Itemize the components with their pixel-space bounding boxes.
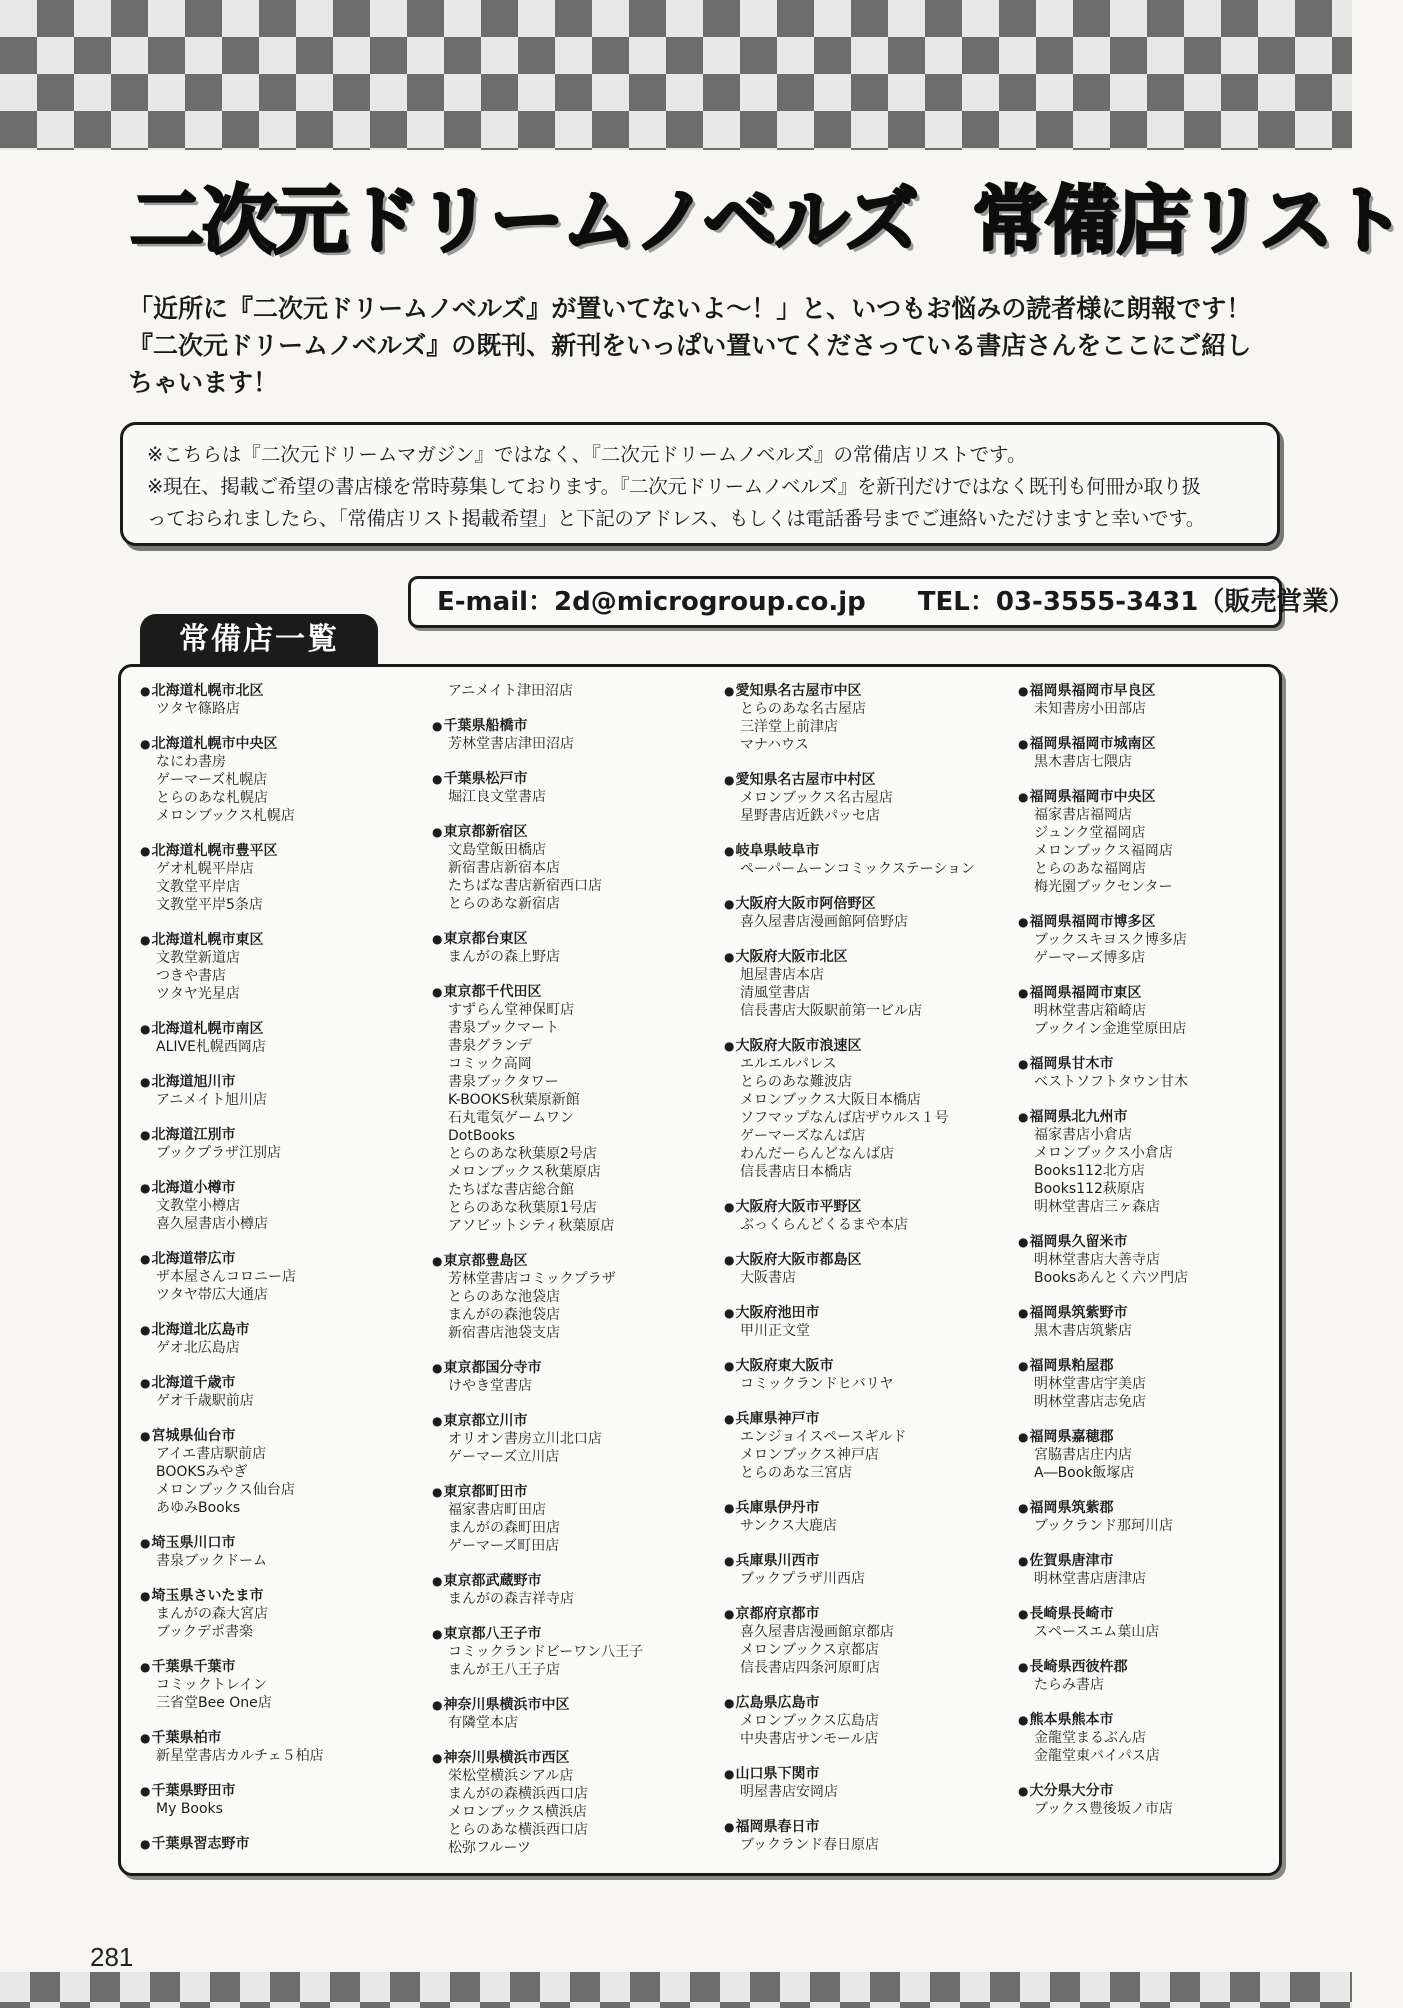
store-name: 書泉ブックタワー bbox=[448, 1074, 559, 1090]
region-group bbox=[140, 1250, 412, 1304]
store-name: Books112北方店 bbox=[1034, 1163, 1145, 1179]
notice-line: っておられましたら、「常備店リスト掲載希望」と下記のアドレス、もしくは電話番号までご連絡いただけますと幸いです。 bbox=[147, 507, 1205, 530]
region-heading: ● 長崎県長崎市 bbox=[1018, 1605, 1290, 1623]
store-name: A―Book飯塚店 bbox=[1034, 1465, 1135, 1481]
store-name: 清風堂書店 bbox=[740, 985, 810, 1001]
store-name: ツタヤ篠路店 bbox=[156, 701, 240, 717]
store-name: ブックランド那珂川店 bbox=[1034, 1518, 1174, 1534]
store-name: アイエ書店駅前店 bbox=[156, 1446, 267, 1462]
region-group bbox=[140, 1374, 412, 1410]
region-group bbox=[724, 682, 996, 754]
notice-line: ※こちらは『二次元ドリームマガジン』ではなく、『二次元ドリームノベルズ』の常備店リストです。 bbox=[147, 443, 1027, 466]
store-name: 大阪書店 bbox=[740, 1270, 796, 1286]
store-name: 明林堂書店大善寺店 bbox=[1034, 1252, 1160, 1268]
store-name: 喜久屋書店漫画館阿倍野店 bbox=[740, 914, 908, 930]
region-group bbox=[724, 1552, 996, 1588]
store-name: 金龍堂東バイパス店 bbox=[1034, 1748, 1160, 1764]
region-heading: ● 愛知県名古屋市中村区 bbox=[724, 771, 996, 789]
region-group bbox=[724, 1198, 996, 1234]
store-name: 星野書店近鉄パッセ店 bbox=[740, 808, 880, 824]
store-name: 文島堂飯田橋店 bbox=[448, 842, 546, 858]
region-heading: ● 東京都国分寺市 bbox=[432, 1359, 704, 1377]
store-name: とらのあな秋葉原1号店 bbox=[448, 1200, 597, 1216]
store-name: BOOKSみやぎ bbox=[156, 1464, 248, 1480]
store-name: ゲーマーズなんば店 bbox=[740, 1128, 866, 1144]
store-name: メロンブックス仙台店 bbox=[156, 1482, 295, 1498]
region-heading: ● 千葉県野田市 bbox=[140, 1782, 412, 1800]
region-group bbox=[432, 1359, 704, 1395]
region-group bbox=[724, 1694, 996, 1748]
store-name: コミックランドビーワン八王子 bbox=[448, 1644, 644, 1660]
store-name: ツタヤ帯広大通店 bbox=[156, 1287, 268, 1303]
store-name: 黒木書店筑紫店 bbox=[1034, 1323, 1132, 1339]
store-name: 明屋書店安岡店 bbox=[740, 1784, 838, 1800]
store-name: 新宿書店池袋支店 bbox=[448, 1325, 560, 1341]
store-name: 松弥フルーツ bbox=[448, 1840, 531, 1856]
region-heading: ● 北海道札幌市東区 bbox=[140, 931, 412, 949]
store-name: メロンブックス小倉店 bbox=[1034, 1145, 1173, 1161]
store-name: ゲオ北広島店 bbox=[156, 1340, 240, 1356]
store-name: サンクス大鹿店 bbox=[740, 1518, 837, 1534]
region-heading: ● 北海道旭川市 bbox=[140, 1073, 412, 1091]
region-heading: ● 兵庫県伊丹市 bbox=[724, 1499, 996, 1517]
region-heading: ● 福岡県福岡市博多区 bbox=[1018, 913, 1290, 931]
region-group bbox=[140, 1427, 412, 1517]
store-column-4 bbox=[1018, 682, 1290, 1835]
notice-box bbox=[120, 422, 1280, 546]
region-heading: ● 福岡県粕屋郡 bbox=[1018, 1357, 1290, 1375]
region-heading: ● 佐賀県唐津市 bbox=[1018, 1552, 1290, 1570]
store-name: 梅光園ブックセンター bbox=[1034, 879, 1173, 895]
region-group bbox=[724, 1251, 996, 1287]
region-heading: ● 北海道札幌市南区 bbox=[140, 1020, 412, 1038]
store-name: 新宿書店新宿本店 bbox=[448, 860, 560, 876]
region-group bbox=[1018, 682, 1290, 718]
store-name: ブックランド春日原店 bbox=[740, 1837, 880, 1853]
intro-line: 「近所に『二次元ドリームノベルズ』が置いてないよ～！」と、いつもお悩みの読者様に朗報です！ bbox=[128, 294, 1252, 323]
region-group bbox=[724, 771, 996, 825]
store-name: つきや書店 bbox=[156, 968, 226, 984]
region-group bbox=[1018, 1233, 1290, 1287]
region-group bbox=[724, 1765, 996, 1801]
region-group bbox=[140, 1782, 412, 1818]
region-heading: ● 東京都武蔵野市 bbox=[432, 1572, 704, 1590]
region-heading: ● 東京都台東区 bbox=[432, 930, 704, 948]
region-group bbox=[140, 1534, 412, 1570]
contact-tel[interactable]: TEL：03-3555-3431（販売営業） bbox=[917, 587, 1355, 617]
store-name: なにわ書房 bbox=[156, 754, 226, 770]
region-heading: ● 福岡県甘木市 bbox=[1018, 1055, 1290, 1073]
region-group bbox=[140, 1321, 412, 1357]
store-name: とらのあな横浜西口店 bbox=[448, 1822, 588, 1838]
region-heading: ● 北海道小樽市 bbox=[140, 1179, 412, 1197]
region-heading: ● 埼玉県川口市 bbox=[140, 1534, 412, 1552]
store-name: 福家書店小倉店 bbox=[1034, 1127, 1132, 1143]
region-group bbox=[1018, 1711, 1290, 1765]
store-name: メロンブックス秋葉原店 bbox=[448, 1164, 601, 1180]
store-name: まんが王八王子店 bbox=[448, 1662, 560, 1678]
region-heading: ● 神奈川県横浜市中区 bbox=[432, 1696, 704, 1714]
store-name: とらのあな名古屋店 bbox=[740, 701, 866, 717]
region-heading: ● 北海道江別市 bbox=[140, 1126, 412, 1144]
region-heading: ● 福岡県福岡市東区 bbox=[1018, 984, 1290, 1002]
region-group bbox=[432, 930, 704, 966]
store-name: My Books bbox=[156, 1801, 223, 1817]
store-name: ゲオ札幌平岸店 bbox=[156, 861, 254, 877]
store-name: ゲーマーズ町田店 bbox=[448, 1538, 560, 1554]
store-name: 芳林堂書店コミックプラザ bbox=[448, 1271, 616, 1287]
store-name: スペースエム葉山店 bbox=[1034, 1624, 1160, 1640]
store-name: ブックス豊後坂ノ市店 bbox=[1034, 1801, 1173, 1817]
region-group bbox=[140, 842, 412, 914]
store-name: 明林堂書店箱崎店 bbox=[1034, 1003, 1146, 1019]
store-name: 文教堂新道店 bbox=[156, 950, 240, 966]
store-name: メロンブックス大阪日本橋店 bbox=[740, 1092, 921, 1108]
store-name: DotBooks bbox=[448, 1128, 515, 1144]
contact-email[interactable]: E-mail：2d@microgroup.co.jp bbox=[437, 587, 866, 617]
region-group bbox=[140, 735, 412, 825]
store-name: ブックデポ書楽 bbox=[156, 1624, 254, 1640]
region-group bbox=[140, 1835, 412, 1853]
store-name: メロンブックス札幌店 bbox=[156, 808, 295, 824]
region-heading: ● 北海道帯広市 bbox=[140, 1250, 412, 1268]
region-group bbox=[140, 931, 412, 1003]
region-heading: ● 東京都立川市 bbox=[432, 1412, 704, 1430]
region-heading: ● 大阪府大阪市北区 bbox=[724, 948, 996, 966]
store-name: とらのあな秋葉原2号店 bbox=[448, 1146, 597, 1162]
store-name: 信長書店四条河原町店 bbox=[740, 1660, 880, 1676]
intro-line: ちゃいます！ bbox=[128, 368, 279, 397]
store-name: 三省堂Bee One店 bbox=[156, 1695, 272, 1711]
store-name: ゲーマーズ博多店 bbox=[1034, 950, 1146, 966]
region-group bbox=[432, 1483, 704, 1555]
store-name: 未知書房小田部店 bbox=[1034, 701, 1146, 717]
store-name: とらのあな三宮店 bbox=[740, 1465, 852, 1481]
region-heading: ● 福岡県嘉穂郡 bbox=[1018, 1428, 1290, 1446]
title-store-list: 常備店リスト bbox=[972, 178, 1403, 264]
region-group bbox=[1018, 1357, 1290, 1411]
store-name: 喜久屋書店漫画館京都店 bbox=[740, 1624, 894, 1640]
region-group bbox=[724, 895, 996, 931]
store-name: メロンブックス広島店 bbox=[740, 1713, 879, 1729]
notice-line: ※現在、掲載ご希望の書店様を常時募集しております。『二次元ドリームノベルズ』を新刊だけではなく既刊も何冊か取り扱 bbox=[147, 475, 1201, 498]
region-heading: ● 千葉県習志野市 bbox=[140, 1835, 412, 1853]
store-name: ペーパームーンコミックステーション bbox=[740, 861, 976, 877]
store-name: K-BOOKS秋葉原新館 bbox=[448, 1092, 580, 1108]
store-name: Booksあんとく六ツ門店 bbox=[1034, 1270, 1189, 1286]
store-name: 黒木書店七隈店 bbox=[1034, 754, 1132, 770]
store-name: 文教堂小樽店 bbox=[156, 1198, 240, 1214]
region-group bbox=[432, 1749, 704, 1857]
region-group bbox=[140, 1587, 412, 1641]
store-name: 明林堂書店三ヶ森店 bbox=[1034, 1199, 1160, 1215]
region-heading: ● 大阪府大阪市浪速区 bbox=[724, 1037, 996, 1055]
store-name: ブックイン金進堂原田店 bbox=[1034, 1021, 1187, 1037]
store-name: メロンブックス横浜店 bbox=[448, 1804, 587, 1820]
store-name: エルエルパレス bbox=[740, 1056, 837, 1072]
store-name: とらのあな福岡店 bbox=[1034, 861, 1146, 877]
store-name: Books112萩原店 bbox=[1034, 1181, 1145, 1197]
store-name: 甲川正文堂 bbox=[740, 1323, 810, 1339]
store-name: 中央書店サンモール店 bbox=[740, 1731, 879, 1747]
region-heading: ● 大阪府東大阪市 bbox=[724, 1357, 996, 1375]
store-name: ベストソフトタウン甘木 bbox=[1034, 1074, 1188, 1090]
store-name: たちばな書店新宿西口店 bbox=[448, 878, 602, 894]
region-group bbox=[432, 1625, 704, 1679]
region-heading: ● 北海道千歳市 bbox=[140, 1374, 412, 1392]
region-heading: ● 熊本県熊本市 bbox=[1018, 1711, 1290, 1729]
region-group bbox=[1018, 913, 1290, 967]
region-heading: ● 埼玉県さいたま市 bbox=[140, 1587, 412, 1605]
region-heading: ● 広島県広島市 bbox=[724, 1694, 996, 1712]
region-heading: ● 神奈川県横浜市西区 bbox=[432, 1749, 704, 1767]
store-name: コミックランドヒバリヤ bbox=[740, 1376, 894, 1392]
store-name: すずらん堂神保町店 bbox=[448, 1002, 575, 1018]
store-name: アニメイト津田沼店 bbox=[448, 683, 574, 699]
region-group bbox=[432, 1572, 704, 1608]
store-name: コミックトレイン bbox=[156, 1677, 268, 1693]
store-name: エンジョイスペースギルド bbox=[740, 1429, 907, 1445]
region-group bbox=[140, 1179, 412, 1233]
region-heading: ● 千葉県松戸市 bbox=[432, 770, 704, 788]
region-group bbox=[724, 1037, 996, 1181]
store-name: メロンブックス福岡店 bbox=[1034, 843, 1173, 859]
store-name: 信長書店大阪駅前第一ビル店 bbox=[740, 1003, 922, 1019]
store-name: とらのあな難波店 bbox=[740, 1074, 852, 1090]
region-group bbox=[140, 1729, 412, 1765]
store-name: とらのあな札幌店 bbox=[156, 790, 268, 806]
region-group bbox=[724, 1304, 996, 1340]
store-name: マナハウス bbox=[740, 737, 809, 753]
store-name: 福家書店福岡店 bbox=[1034, 807, 1132, 823]
region-heading: ● 福岡県春日市 bbox=[724, 1818, 996, 1836]
store-name: たちばな書店総合館 bbox=[448, 1182, 574, 1198]
store-name: 金龍堂まるぶん店 bbox=[1034, 1730, 1146, 1746]
store-name: ゲオ千歳駅前店 bbox=[156, 1393, 254, 1409]
region-heading: ● 福岡県福岡市城南区 bbox=[1018, 735, 1290, 753]
contact-box bbox=[408, 576, 1355, 628]
region-group bbox=[724, 1605, 996, 1677]
store-name: まんがの森池袋店 bbox=[448, 1307, 560, 1323]
region-heading: ● 福岡県筑紫野市 bbox=[1018, 1304, 1290, 1322]
page-number: 281 bbox=[90, 1942, 134, 1972]
region-group bbox=[1018, 1658, 1290, 1694]
store-name: 書泉ブックドーム bbox=[156, 1553, 268, 1569]
title-series-name: 二次元ドリームノベルズ bbox=[130, 178, 917, 264]
region-heading: ● 大阪府大阪市平野区 bbox=[724, 1198, 996, 1216]
store-name: アソビットシティ秋葉原店 bbox=[448, 1218, 615, 1234]
region-group bbox=[432, 1696, 704, 1732]
region-group bbox=[1018, 1552, 1290, 1588]
store-name: まんがの森町田店 bbox=[448, 1520, 560, 1536]
region-group bbox=[1018, 1055, 1290, 1091]
region-group bbox=[1018, 1605, 1290, 1641]
store-name: ブックプラザ江別店 bbox=[156, 1145, 282, 1161]
region-heading: ● 長崎県西彼杵郡 bbox=[1018, 1658, 1290, 1676]
region-heading: ● 北海道北広島市 bbox=[140, 1321, 412, 1339]
region-group bbox=[1018, 735, 1290, 771]
store-name: ツタヤ光星店 bbox=[156, 986, 240, 1002]
checker-banner-bottom bbox=[0, 1972, 1352, 2008]
store-name: とらのあな池袋店 bbox=[448, 1289, 560, 1305]
region-group bbox=[432, 682, 704, 700]
store-name: ブックスキヨスク博多店 bbox=[1034, 932, 1187, 948]
region-heading: ● 山口県下関市 bbox=[724, 1765, 996, 1783]
store-name: 栄松堂横浜シアル店 bbox=[448, 1768, 574, 1784]
region-group bbox=[724, 1357, 996, 1393]
store-name: 書泉グランデ bbox=[448, 1038, 532, 1054]
store-name: とらのあな新宿店 bbox=[448, 896, 560, 912]
store-name: コミック高岡 bbox=[448, 1056, 532, 1072]
region-heading: ● 東京都町田市 bbox=[432, 1483, 704, 1501]
region-heading: ● 愛知県名古屋市中区 bbox=[724, 682, 996, 700]
region-heading: ● 東京都八王子市 bbox=[432, 1625, 704, 1643]
store-name: まんがの森大宮店 bbox=[156, 1606, 268, 1622]
store-name: まんがの森上野店 bbox=[448, 949, 560, 965]
region-heading: ● 福岡県北九州市 bbox=[1018, 1108, 1290, 1126]
store-name: ゲーマーズ立川店 bbox=[448, 1449, 560, 1465]
region-group bbox=[1018, 984, 1290, 1038]
region-group bbox=[724, 1410, 996, 1482]
region-heading: ● 千葉県千葉市 bbox=[140, 1658, 412, 1676]
store-name: 書泉ブックマート bbox=[448, 1020, 560, 1036]
region-heading: ● 兵庫県川西市 bbox=[724, 1552, 996, 1570]
region-group bbox=[724, 842, 996, 878]
region-group bbox=[140, 1020, 412, 1056]
store-name: 喜久屋書店小樽店 bbox=[156, 1216, 268, 1232]
store-name: ザ本屋さんコロニー店 bbox=[156, 1269, 296, 1285]
store-name: アニメイト旭川店 bbox=[156, 1092, 268, 1108]
store-name: 明林堂書店宇美店 bbox=[1034, 1376, 1146, 1392]
region-group bbox=[1018, 1108, 1290, 1216]
store-name: メロンブックス神戸店 bbox=[740, 1447, 879, 1463]
region-heading: ● 大分県大分市 bbox=[1018, 1782, 1290, 1800]
store-name: 新星堂書店カルチェ５柏店 bbox=[156, 1748, 324, 1764]
region-group bbox=[432, 770, 704, 806]
region-group bbox=[724, 1499, 996, 1535]
region-heading: ● 北海道札幌市中央区 bbox=[140, 735, 412, 753]
store-name: ゲーマーズ札幌店 bbox=[156, 772, 268, 788]
region-heading: ● 東京都千代田区 bbox=[432, 983, 704, 1001]
store-name: ジュンク堂福岡店 bbox=[1034, 825, 1146, 841]
store-name: 文教堂平岸5条店 bbox=[156, 897, 263, 913]
intro-line: 『二次元ドリームノベルズ』の既刊、新刊をいっぱい置いてくださっている書店さんをここにご紹し bbox=[128, 331, 1252, 360]
region-heading: ● 北海道札幌市北区 bbox=[140, 682, 412, 700]
store-name: ALIVE札幌西岡店 bbox=[156, 1039, 266, 1055]
store-name: 石丸電気ゲームワン bbox=[448, 1110, 574, 1126]
store-name: わんだーらんどなんば店 bbox=[740, 1146, 894, 1162]
region-group bbox=[1018, 1428, 1290, 1482]
region-group bbox=[140, 682, 412, 718]
checker-banner-top bbox=[0, 0, 1352, 150]
store-column-2 bbox=[432, 682, 704, 1874]
store-name: 明林堂書店唐津店 bbox=[1034, 1571, 1146, 1587]
region-group bbox=[432, 983, 704, 1235]
region-heading: ● 兵庫県神戸市 bbox=[724, 1410, 996, 1428]
store-name: 三洋堂上前津店 bbox=[740, 719, 838, 735]
store-name: 旭屋書店本店 bbox=[740, 967, 824, 983]
intro-text bbox=[128, 290, 1268, 401]
region-heading: ● 福岡県久留米市 bbox=[1018, 1233, 1290, 1251]
store-name: メロンブックス名古屋店 bbox=[740, 790, 893, 806]
region-group bbox=[1018, 1499, 1290, 1535]
region-heading: ● 岐阜県岐阜市 bbox=[724, 842, 996, 860]
store-column-3 bbox=[724, 682, 996, 1871]
store-name: あゆみBooks bbox=[156, 1500, 241, 1516]
store-name: 有隣堂本店 bbox=[448, 1715, 518, 1731]
store-name: ぶっくらんどくるまや本店 bbox=[740, 1217, 908, 1233]
region-heading: ● 大阪府大阪市都島区 bbox=[724, 1251, 996, 1269]
store-list-tab: 常備店一覧 bbox=[140, 614, 378, 666]
store-name: 福家書店町田店 bbox=[448, 1502, 546, 1518]
region-heading: ● 東京都豊島区 bbox=[432, 1252, 704, 1270]
store-name: 堀江良文堂書店 bbox=[448, 789, 546, 805]
store-name: 文教堂平岸店 bbox=[156, 879, 240, 895]
store-name: 芳林堂書店津田沼店 bbox=[448, 736, 574, 752]
region-group bbox=[140, 1658, 412, 1712]
store-name: 宮脇書店庄内店 bbox=[1034, 1447, 1132, 1463]
region-group bbox=[724, 1818, 996, 1854]
region-heading: ● 福岡県福岡市中央区 bbox=[1018, 788, 1290, 806]
region-group bbox=[432, 1252, 704, 1342]
region-heading: ● 福岡県筑紫郡 bbox=[1018, 1499, 1290, 1517]
store-name: けやき堂書店 bbox=[448, 1378, 532, 1394]
region-group bbox=[1018, 788, 1290, 896]
region-heading: ● 千葉県船橋市 bbox=[432, 717, 704, 735]
region-heading: ● 千葉県柏市 bbox=[140, 1729, 412, 1747]
region-group bbox=[140, 1073, 412, 1109]
store-name: メロンブックス京都店 bbox=[740, 1642, 879, 1658]
region-heading: ● 北海道札幌市豊平区 bbox=[140, 842, 412, 860]
region-group bbox=[432, 1412, 704, 1466]
region-group bbox=[1018, 1782, 1290, 1818]
store-name: まんがの森吉祥寺店 bbox=[448, 1591, 574, 1607]
region-group bbox=[432, 717, 704, 753]
region-heading: ● 京都府京都市 bbox=[724, 1605, 996, 1623]
region-group bbox=[724, 948, 996, 1020]
store-name: まんがの森横浜西口店 bbox=[448, 1786, 588, 1802]
store-name: 明林堂書店志免店 bbox=[1034, 1394, 1146, 1410]
region-group bbox=[1018, 1304, 1290, 1340]
store-name: ブックプラザ川西店 bbox=[740, 1571, 866, 1587]
store-name: ソフマップなんば店ザウルス１号 bbox=[740, 1110, 949, 1126]
store-name: オリオン書房立川北口店 bbox=[448, 1431, 602, 1447]
region-group bbox=[140, 1126, 412, 1162]
region-heading: ● 福岡県福岡市早良区 bbox=[1018, 682, 1290, 700]
region-heading: ● 東京都新宿区 bbox=[432, 823, 704, 841]
region-heading: ● 大阪府大阪市阿倍野区 bbox=[724, 895, 996, 913]
store-name: たらみ書店 bbox=[1034, 1677, 1104, 1693]
region-heading: ● 宮城県仙台市 bbox=[140, 1427, 412, 1445]
store-name: 信長書店日本橋店 bbox=[740, 1164, 852, 1180]
page-title bbox=[130, 176, 1403, 266]
store-column-1 bbox=[140, 682, 412, 1870]
region-group bbox=[432, 823, 704, 913]
region-heading: ● 大阪府池田市 bbox=[724, 1304, 996, 1322]
